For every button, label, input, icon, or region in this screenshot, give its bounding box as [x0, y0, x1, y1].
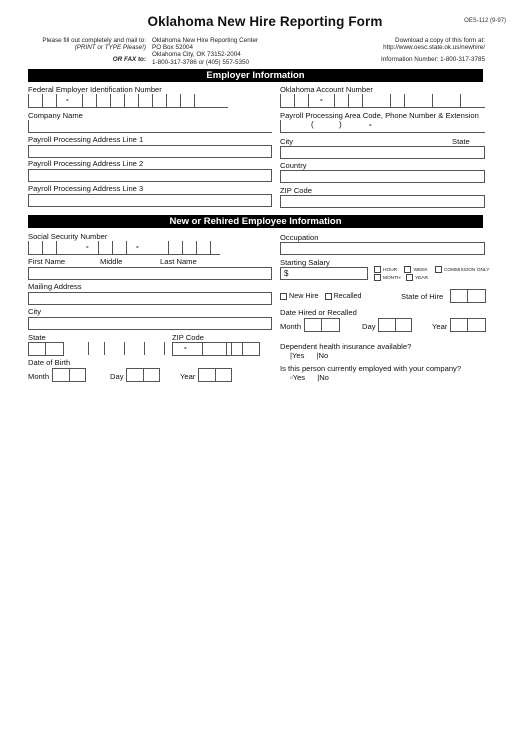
- starting-salary-label: Starting Salary: [280, 258, 330, 267]
- employer-section-header: Employer Information: [28, 69, 483, 82]
- ok-account-label: Oklahoma Account Number: [280, 85, 373, 94]
- phone-dash: -: [369, 120, 372, 129]
- last-name-label: Last Name: [160, 257, 197, 266]
- form-title: Oklahoma New Hire Reporting Form: [147, 14, 383, 29]
- starting-salary-input[interactable]: [280, 267, 368, 280]
- no-label: No: [319, 373, 329, 382]
- pay-period-options: [374, 266, 489, 281]
- ssn-dash: -: [86, 242, 89, 251]
- ok-account-field[interactable]: [280, 94, 485, 108]
- recalled-checkbox[interactable]: [325, 293, 332, 300]
- new-hire-checkbox[interactable]: [280, 293, 287, 300]
- ok-account-dash: -: [320, 95, 323, 104]
- new-hire-option[interactable]: [280, 291, 319, 300]
- fein-dash: -: [66, 95, 69, 104]
- address-line: Oklahoma City, OK 73152-2004: [152, 51, 241, 59]
- address-line-3-label: Payroll Processing Address Line 3: [28, 184, 144, 193]
- employed-yes-option[interactable]: ▫Yes: [290, 373, 306, 382]
- mailing-address-label: Mailing Address: [28, 282, 82, 291]
- fax-label: OR FAX to:: [112, 56, 146, 63]
- pay-year-option[interactable]: [406, 276, 428, 281]
- pay-month-option[interactable]: [374, 276, 401, 281]
- no-label: No: [318, 351, 329, 360]
- address-line-1-label: Payroll Processing Address Line 1: [28, 135, 144, 144]
- week-checkbox[interactable]: [404, 266, 411, 273]
- print-instruction: (PRINT or TYPE Please!): [74, 44, 146, 52]
- employee-city-input[interactable]: [28, 317, 272, 330]
- dollar-sign: $: [284, 269, 289, 278]
- ssn-dash: -: [136, 242, 139, 251]
- pay-hour-option[interactable]: [374, 268, 397, 273]
- currently-employed-question: Is this person currently employed with your company?: [280, 364, 462, 373]
- employee-zip-input[interactable]: [88, 342, 260, 356]
- dependent-insurance-question: Dependent health insurance available?: [280, 342, 412, 351]
- recalled-option[interactable]: [325, 291, 362, 300]
- employer-state-label: State: [452, 137, 470, 146]
- employee-name-input[interactable]: [28, 267, 272, 280]
- dob-month-input[interactable]: [52, 368, 86, 382]
- hour-label: HOUR: [383, 267, 398, 273]
- ssn-field[interactable]: [28, 241, 220, 255]
- address-line: Oklahoma New Hire Reporting Center: [152, 37, 259, 44]
- commission-label: COMMISSION ONLY: [443, 267, 490, 273]
- employee-state-input[interactable]: [28, 342, 64, 356]
- zip-dash: -: [184, 343, 187, 352]
- month-label: MONTH: [383, 275, 401, 281]
- yes-label: Yes: [291, 351, 305, 360]
- employer-city-label: City: [280, 137, 294, 146]
- date-hired-label: Date Hired or Recalled: [280, 308, 357, 317]
- address-line-1-input[interactable]: [28, 145, 272, 158]
- state-of-hire-label: State of Hire: [401, 292, 444, 301]
- area-code-open: (: [311, 120, 314, 129]
- download-url[interactable]: http://www.oesc.state.ok.us/newhire/: [383, 44, 485, 52]
- dependent-yes-option[interactable]: |Yes: [290, 351, 305, 360]
- download-line: Download a copy of this form at:: [395, 37, 485, 44]
- fein-field[interactable]: [28, 94, 228, 108]
- month-checkbox[interactable]: [374, 274, 381, 281]
- dependent-no-option[interactable]: |No: [316, 351, 329, 360]
- employee-zip-label: ZIP Code: [172, 333, 204, 342]
- dob-year-input[interactable]: [198, 368, 232, 382]
- yes-label: Yes: [292, 373, 306, 382]
- year-label: YEAR: [414, 275, 429, 281]
- commission-checkbox[interactable]: [435, 266, 442, 273]
- hired-month-input[interactable]: [304, 318, 340, 332]
- hired-year-input[interactable]: [450, 318, 486, 332]
- form-number: OES-112 (9-97): [464, 18, 506, 24]
- mail-instructions: [20, 37, 146, 51]
- information-number: Information Number: 1-800-317-3785: [381, 56, 485, 63]
- dob-day-label: Day: [110, 372, 124, 381]
- employer-zip-label: ZIP Code: [280, 186, 312, 195]
- country-label: Country: [280, 161, 307, 170]
- dependent-insurance-options: [290, 351, 328, 360]
- ssn-label: Social Security Number: [28, 232, 108, 241]
- pay-period-row: [374, 266, 489, 273]
- employed-no-option[interactable]: |No: [317, 373, 329, 382]
- area-code-close: ): [339, 120, 342, 129]
- state-of-hire-input[interactable]: [450, 289, 486, 303]
- dob-day-input[interactable]: [126, 368, 160, 382]
- currently-employed-options: [290, 373, 329, 382]
- pay-period-row: [374, 274, 489, 281]
- year-checkbox[interactable]: [406, 274, 413, 281]
- mailing-address-block: [152, 37, 258, 66]
- new-hire-label: New Hire: [289, 291, 319, 300]
- first-name-label: First Name: [28, 257, 66, 266]
- dob-month-label: Month: [28, 372, 50, 381]
- mail-instruction-line: Please fill out completely and mail to:: [42, 37, 146, 44]
- fax-numbers: 1-800-317-3786 or (405) 557-5350: [152, 58, 249, 66]
- employee-state-label: State: [28, 333, 46, 342]
- hired-day-label: Day: [362, 322, 376, 331]
- download-info: [383, 37, 485, 51]
- hired-year-label: Year: [432, 322, 448, 331]
- employee-city-label: City: [28, 307, 42, 316]
- week-label: WEEK: [413, 267, 428, 273]
- employer-zip-input[interactable]: [280, 195, 485, 208]
- date-of-birth-label: Date of Birth: [28, 358, 71, 367]
- company-name-input[interactable]: [28, 120, 272, 133]
- occupation-label: Occupation: [280, 233, 319, 242]
- hire-type-options: [280, 291, 362, 300]
- dob-year-label: Year: [180, 372, 196, 381]
- middle-name-label: Middle: [100, 257, 123, 266]
- address-line: PO Box 52004: [152, 44, 193, 52]
- employee-section-header: New or Rehired Employee Information: [28, 215, 483, 228]
- address-line-2-label: Payroll Processing Address Line 2: [28, 159, 144, 168]
- company-name-label: Company Name: [28, 111, 83, 120]
- payroll-phone-label: Payroll Processing Area Code, Phone Number & Extension: [280, 111, 479, 120]
- hour-checkbox[interactable]: [374, 266, 381, 273]
- mailing-address-input[interactable]: [28, 292, 272, 305]
- occupation-input[interactable]: [280, 242, 485, 255]
- recalled-label: Recalled: [333, 291, 362, 300]
- employer-city-state-input[interactable]: [280, 146, 485, 159]
- country-input[interactable]: [280, 170, 485, 183]
- pay-week-option[interactable]: [404, 268, 427, 273]
- address-line-2-input[interactable]: [28, 169, 272, 182]
- fein-label: Federal Employer Identification Number: [28, 85, 162, 94]
- payroll-phone-input[interactable]: [280, 120, 485, 133]
- pay-commission-option[interactable]: [435, 268, 490, 273]
- hired-day-input[interactable]: [378, 318, 412, 332]
- hired-month-label: Month: [280, 322, 302, 331]
- address-line-3-input[interactable]: [28, 194, 272, 207]
